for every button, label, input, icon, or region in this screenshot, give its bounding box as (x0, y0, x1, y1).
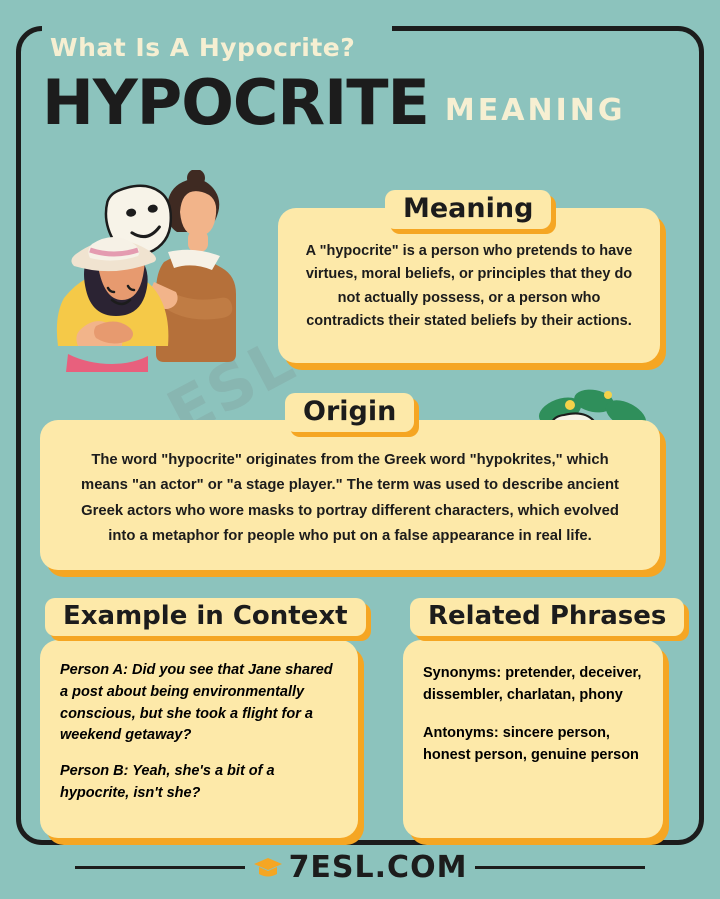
footer (0, 850, 720, 885)
example-card (40, 640, 358, 838)
synonyms-label: Synonyms: (423, 665, 502, 681)
origin-heading: Origin (285, 393, 414, 432)
meaning-text: A "hypocrite" is a person who pretends to have virtues, moral beliefs, or principles that they do not actually possess, or a person who contradicts their stated beliefs by their actions. (305, 243, 633, 330)
synonyms-text: pretender, deceiver, dissembler, charlatan, phony (423, 665, 642, 704)
illustration-women-with-mask (46, 170, 286, 400)
example-heading: Example in Context (45, 598, 366, 636)
brand-logo (253, 850, 468, 885)
dialog-speaker: Person B: (60, 763, 129, 779)
related-phrases-card (403, 640, 663, 838)
footer-divider-left (75, 866, 245, 869)
dialog-speaker: Person A: (60, 662, 128, 678)
origin-text: The word "hypocrite" originates from the Greek word "hypokrites," which means "an actor" or "a stage player." The term was used to describe ancient Greek actors who wore masks to portray different characters, which evolved into a metaphor for people who put on a false appearance in real life. (81, 452, 619, 545)
antonyms-label: Antonyms: (423, 725, 499, 742)
brand-text: 7ESL.COM (288, 850, 468, 885)
related-phrases-heading: Related Phrases (410, 598, 684, 636)
graduation-cap-icon (253, 856, 283, 880)
meaning-heading: Meaning (385, 190, 551, 229)
meaning-card (278, 208, 660, 363)
poster-title-row (42, 66, 680, 139)
page-subtitle: MEANING (444, 93, 626, 128)
page-title: HYPOCRITE (42, 66, 429, 139)
origin-card (40, 420, 660, 570)
antonyms-text: sincere person, honest person, genuine person (423, 725, 639, 764)
watermark-text: ESL (155, 323, 307, 450)
dialog-line (60, 660, 338, 747)
poster-kicker: What Is A Hypocrite? (50, 33, 356, 62)
footer-divider-right (475, 866, 645, 869)
dialog-text: Yeah, she's a bit of a hypocrite, isn't she? (60, 763, 275, 801)
dialog-text: Did you see that Jane shared a post about being environmentally conscious, but she took a flight for a weekend getaway? (60, 662, 333, 744)
antonyms-row (423, 722, 645, 766)
synonyms-row (423, 662, 645, 706)
dialog-line (60, 761, 338, 805)
